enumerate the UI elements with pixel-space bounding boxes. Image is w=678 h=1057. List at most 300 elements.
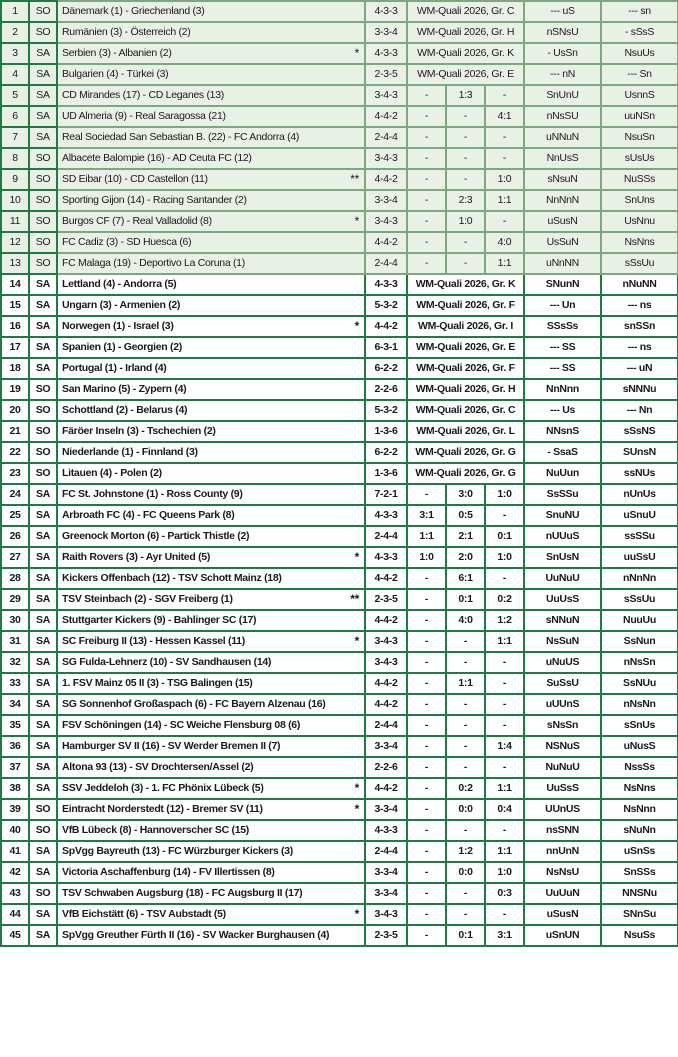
previous-result-2: 1:3 <box>446 85 485 106</box>
form-trend-home: --- SS <box>524 358 601 379</box>
match-day: SA <box>29 526 57 547</box>
form-trend-away: uuNSn <box>601 106 678 127</box>
match-number: 4 <box>1 64 29 85</box>
table-row <box>1 358 678 379</box>
match-number: 19 <box>1 379 29 400</box>
previous-result-2: 0:2 <box>446 778 485 799</box>
form-trend-home: NnNnN <box>524 190 601 211</box>
tip-formation: 4-3-3 <box>365 547 407 568</box>
match-day: SO <box>29 799 57 820</box>
star-marker <box>341 442 365 463</box>
previous-result-1: - <box>407 715 446 736</box>
table-row <box>1 64 678 85</box>
star-marker <box>341 1 365 22</box>
form-trend-away: uSnSs <box>601 841 678 862</box>
table-row <box>1 379 678 400</box>
match-day: SA <box>29 106 57 127</box>
form-trend-away: NsuUs <box>601 43 678 64</box>
previous-result-3: - <box>485 85 524 106</box>
match-pairing: FSV Schöningen (14) - SC Weiche Flensburg 08 (6) <box>57 715 341 736</box>
form-trend-home: sNsuN <box>524 169 601 190</box>
tip-formation: 3-4-3 <box>365 904 407 925</box>
previous-result-3: - <box>485 568 524 589</box>
previous-result-3: 1:1 <box>485 778 524 799</box>
form-trend-home: uNNuN <box>524 127 601 148</box>
table-row <box>1 883 678 904</box>
table-row <box>1 652 678 673</box>
star-marker <box>341 652 365 673</box>
tip-formation: 1-3-6 <box>365 421 407 442</box>
form-trend-away: NNSNu <box>601 883 678 904</box>
star-marker <box>341 85 365 106</box>
previous-result-2: - <box>446 715 485 736</box>
form-trend-home: NsNsU <box>524 862 601 883</box>
match-number: 39 <box>1 799 29 820</box>
star-marker <box>341 106 365 127</box>
form-trend-home: nUUuS <box>524 526 601 547</box>
table-row <box>1 736 678 757</box>
table-row <box>1 484 678 505</box>
previous-result-1: - <box>407 841 446 862</box>
match-pairing: Spanien (1) - Georgien (2) <box>57 337 341 358</box>
match-pairing: Serbien (3) - Albanien (2) <box>57 43 341 64</box>
match-pairing: Albacete Balompie (16) - AD Ceuta FC (12) <box>57 148 341 169</box>
match-number: 25 <box>1 505 29 526</box>
table-row <box>1 673 678 694</box>
table-row <box>1 841 678 862</box>
star-marker <box>341 190 365 211</box>
match-number: 42 <box>1 862 29 883</box>
match-pairing: SpVgg Bayreuth (13) - FC Würzburger Kickers (3) <box>57 841 341 862</box>
match-day: SA <box>29 841 57 862</box>
match-pairing: Bulgarien (4) - Türkei (3) <box>57 64 341 85</box>
match-pairing: FC Malaga (19) - Deportivo La Coruna (1) <box>57 253 341 274</box>
tip-formation: 4-4-2 <box>365 673 407 694</box>
table-row <box>1 127 678 148</box>
table-row <box>1 421 678 442</box>
previous-result-3: 1:1 <box>485 190 524 211</box>
tip-formation: 4-4-2 <box>365 106 407 127</box>
table-row <box>1 610 678 631</box>
tip-formation: 6-2-2 <box>365 358 407 379</box>
previous-result-2: 4:0 <box>446 610 485 631</box>
form-trend-away: uSnuU <box>601 505 678 526</box>
match-day: SO <box>29 232 57 253</box>
match-day: SO <box>29 1 57 22</box>
form-trend-away: NsNns <box>601 232 678 253</box>
competition-info: WM-Quali 2026, Gr. F <box>407 358 524 379</box>
table-row <box>1 547 678 568</box>
form-trend-away: --- ns <box>601 295 678 316</box>
previous-result-2: - <box>446 883 485 904</box>
table-row <box>1 526 678 547</box>
match-pairing: 1. FSV Mainz 05 II (3) - TSG Balingen (15) <box>57 673 341 694</box>
star-marker <box>341 337 365 358</box>
competition-info: WM-Quali 2026, Gr. C <box>407 1 524 22</box>
previous-result-2: - <box>446 904 485 925</box>
form-trend-home: NsSuN <box>524 631 601 652</box>
form-trend-away: UsnnS <box>601 85 678 106</box>
tip-formation: 3-4-3 <box>365 85 407 106</box>
previous-result-1: - <box>407 862 446 883</box>
tip-formation: 4-4-2 <box>365 169 407 190</box>
match-pairing: Norwegen (1) - Israel (3) <box>57 316 341 337</box>
star-marker <box>341 295 365 316</box>
match-day: SA <box>29 64 57 85</box>
star-marker: * <box>341 778 365 799</box>
previous-result-1: - <box>407 211 446 232</box>
previous-result-1: 3:1 <box>407 505 446 526</box>
match-pairing: SpVgg Greuther Fürth II (16) - SV Wacker Burghausen (4) <box>57 925 341 946</box>
match-pairing: SG Sonnenhof Großaspach (6) - FC Bayern Alzenau (16) <box>57 694 341 715</box>
star-marker <box>341 127 365 148</box>
match-day: SA <box>29 85 57 106</box>
form-trend-away: --- ns <box>601 337 678 358</box>
form-trend-home: --- Us <box>524 400 601 421</box>
table-row <box>1 463 678 484</box>
star-marker: ** <box>341 589 365 610</box>
form-trend-home: nSNsU <box>524 22 601 43</box>
match-number: 12 <box>1 232 29 253</box>
match-day: SA <box>29 904 57 925</box>
match-number: 13 <box>1 253 29 274</box>
previous-result-2: - <box>446 169 485 190</box>
star-marker <box>341 694 365 715</box>
form-trend-away: --- Nn <box>601 400 678 421</box>
match-number: 29 <box>1 589 29 610</box>
tip-formation: 3-3-4 <box>365 22 407 43</box>
form-trend-away: SsNUu <box>601 673 678 694</box>
previous-result-3: - <box>485 904 524 925</box>
previous-result-3: - <box>485 673 524 694</box>
table-row <box>1 22 678 43</box>
previous-result-3: - <box>485 148 524 169</box>
match-day: SO <box>29 463 57 484</box>
tip-formation: 4-3-3 <box>365 274 407 295</box>
tip-formation: 4-3-3 <box>365 505 407 526</box>
match-day: SA <box>29 694 57 715</box>
match-day: SA <box>29 610 57 631</box>
match-pairing: TSV Steinbach (2) - SGV Freiberg (1) <box>57 589 341 610</box>
table-row <box>1 442 678 463</box>
form-trend-home: --- uS <box>524 1 601 22</box>
match-pairing: Niederlande (1) - Finnland (3) <box>57 442 341 463</box>
form-trend-home: UUnUS <box>524 799 601 820</box>
table-row <box>1 904 678 925</box>
form-trend-home: UuUuN <box>524 883 601 904</box>
match-day: SA <box>29 568 57 589</box>
previous-result-2: - <box>446 631 485 652</box>
match-day: SA <box>29 337 57 358</box>
match-pairing: Rumänien (3) - Österreich (2) <box>57 22 341 43</box>
star-marker <box>341 526 365 547</box>
form-trend-home: uUUnS <box>524 694 601 715</box>
form-trend-away: --- Sn <box>601 64 678 85</box>
table-row <box>1 820 678 841</box>
tip-formation: 6-3-1 <box>365 337 407 358</box>
star-marker: * <box>341 211 365 232</box>
previous-result-2: - <box>446 757 485 778</box>
competition-info: WM-Quali 2026, Gr. G <box>407 463 524 484</box>
star-marker <box>341 64 365 85</box>
star-marker <box>341 883 365 904</box>
match-number: 35 <box>1 715 29 736</box>
match-pairing: Eintracht Norderstedt (12) - Bremer SV (11) <box>57 799 341 820</box>
previous-result-3: 1:1 <box>485 841 524 862</box>
match-day: SA <box>29 631 57 652</box>
match-pairing: Hamburger SV II (16) - SV Werder Bremen II (7) <box>57 736 341 757</box>
star-marker: * <box>341 631 365 652</box>
match-pairing: Burgos CF (7) - Real Valladolid (8) <box>57 211 341 232</box>
form-trend-home: SNunN <box>524 274 601 295</box>
previous-result-1: - <box>407 610 446 631</box>
previous-result-1: - <box>407 253 446 274</box>
table-row <box>1 505 678 526</box>
match-number: 17 <box>1 337 29 358</box>
match-day: SA <box>29 127 57 148</box>
star-marker <box>341 568 365 589</box>
match-number: 24 <box>1 484 29 505</box>
match-day: SO <box>29 211 57 232</box>
match-pairing: Portugal (1) - Irland (4) <box>57 358 341 379</box>
tip-formation: 6-2-2 <box>365 442 407 463</box>
previous-result-2: - <box>446 106 485 127</box>
table-row <box>1 631 678 652</box>
form-trend-home: UuNuU <box>524 568 601 589</box>
form-trend-home: NSNuS <box>524 736 601 757</box>
match-day: SA <box>29 736 57 757</box>
match-pairing: Lettland (4) - Andorra (5) <box>57 274 341 295</box>
match-pairing: CD Mirandes (17) - CD Leganes (13) <box>57 85 341 106</box>
competition-info: WM-Quali 2026, Gr. H <box>407 22 524 43</box>
previous-result-2: 2:1 <box>446 526 485 547</box>
form-trend-home: nnUnN <box>524 841 601 862</box>
match-number: 21 <box>1 421 29 442</box>
tip-formation: 4-3-3 <box>365 1 407 22</box>
previous-result-3: 1:1 <box>485 631 524 652</box>
match-pairing: SC Freiburg II (13) - Hessen Kassel (11) <box>57 631 341 652</box>
table-row <box>1 106 678 127</box>
table-row <box>1 148 678 169</box>
match-day: SA <box>29 778 57 799</box>
match-number: 41 <box>1 841 29 862</box>
form-trend-home: sNNuN <box>524 610 601 631</box>
form-trend-away: NsNns <box>601 778 678 799</box>
form-trend-home: uSusN <box>524 211 601 232</box>
form-trend-home: SnuNU <box>524 505 601 526</box>
previous-result-3: - <box>485 211 524 232</box>
star-marker <box>341 148 365 169</box>
tip-formation: 3-3-4 <box>365 736 407 757</box>
table-row <box>1 274 678 295</box>
competition-info: WM-Quali 2026, Gr. G <box>407 442 524 463</box>
star-marker <box>341 358 365 379</box>
star-marker: ** <box>341 169 365 190</box>
star-marker <box>341 925 365 946</box>
competition-info: WM-Quali 2026, Gr. E <box>407 337 524 358</box>
previous-result-2: 0:5 <box>446 505 485 526</box>
match-pairing: Färöer Inseln (3) - Tschechien (2) <box>57 421 341 442</box>
form-trend-home: --- Un <box>524 295 601 316</box>
tip-formation: 2-2-6 <box>365 757 407 778</box>
match-number: 38 <box>1 778 29 799</box>
tip-formation: 3-4-3 <box>365 211 407 232</box>
star-marker <box>341 400 365 421</box>
star-marker <box>341 757 365 778</box>
match-day: SA <box>29 589 57 610</box>
star-marker <box>341 820 365 841</box>
form-trend-away: SUnsN <box>601 442 678 463</box>
form-trend-away: nNsSn <box>601 652 678 673</box>
match-number: 10 <box>1 190 29 211</box>
tip-formation: 3-3-4 <box>365 883 407 904</box>
tip-formation: 4-4-2 <box>365 568 407 589</box>
form-trend-away: --- sn <box>601 1 678 22</box>
match-day: SA <box>29 358 57 379</box>
match-number: 11 <box>1 211 29 232</box>
previous-result-1: - <box>407 589 446 610</box>
previous-result-1: - <box>407 736 446 757</box>
table-row <box>1 190 678 211</box>
tip-formation: 2-3-5 <box>365 64 407 85</box>
match-pairing: Litauen (4) - Polen (2) <box>57 463 341 484</box>
form-trend-away: uuSsU <box>601 547 678 568</box>
match-number: 40 <box>1 820 29 841</box>
previous-result-3: - <box>485 757 524 778</box>
previous-result-2: - <box>446 694 485 715</box>
previous-result-3: 4:0 <box>485 232 524 253</box>
table-row <box>1 862 678 883</box>
form-trend-away: NsNnn <box>601 799 678 820</box>
previous-result-1: - <box>407 799 446 820</box>
match-pairing: Arbroath FC (4) - FC Queens Park (8) <box>57 505 341 526</box>
form-trend-away: snSSn <box>601 316 678 337</box>
form-trend-home: uNnNN <box>524 253 601 274</box>
form-trend-home: SsSSu <box>524 484 601 505</box>
star-marker <box>341 379 365 400</box>
match-pairing: Victoria Aschaffenburg (14) - FV Illertissen (8) <box>57 862 341 883</box>
form-trend-away: sSsNS <box>601 421 678 442</box>
previous-result-3: - <box>485 505 524 526</box>
star-marker <box>341 232 365 253</box>
star-marker <box>341 253 365 274</box>
competition-info: WM-Quali 2026, Gr. K <box>407 43 524 64</box>
form-trend-home: SnUnU <box>524 85 601 106</box>
previous-result-1: - <box>407 190 446 211</box>
form-trend-away: sSsUu <box>601 253 678 274</box>
form-trend-away: nNuNN <box>601 274 678 295</box>
previous-result-3: 1:0 <box>485 862 524 883</box>
form-trend-home: UuUsS <box>524 589 601 610</box>
match-pairing: FC Cadiz (3) - SD Huesca (6) <box>57 232 341 253</box>
form-trend-home: SSsSs <box>524 316 601 337</box>
form-trend-home: NuNuU <box>524 757 601 778</box>
tip-formation: 2-3-5 <box>365 925 407 946</box>
previous-result-1: - <box>407 925 446 946</box>
tip-formation: 4-4-2 <box>365 316 407 337</box>
previous-result-1: - <box>407 673 446 694</box>
previous-result-3: - <box>485 820 524 841</box>
previous-result-3: - <box>485 652 524 673</box>
match-number: 22 <box>1 442 29 463</box>
form-trend-away: nNnNn <box>601 568 678 589</box>
match-day: SO <box>29 190 57 211</box>
tip-formation: 3-3-4 <box>365 862 407 883</box>
form-trend-home: uSusN <box>524 904 601 925</box>
previous-result-1: - <box>407 484 446 505</box>
previous-result-1: - <box>407 232 446 253</box>
table-row <box>1 169 678 190</box>
match-pairing: SSV Jeddeloh (3) - 1. FC Phönix Lübeck (5) <box>57 778 341 799</box>
form-trend-home: nNsSU <box>524 106 601 127</box>
competition-info: WM-Quali 2026, Gr. L <box>407 421 524 442</box>
match-number: 20 <box>1 400 29 421</box>
form-trend-away: nUnUs <box>601 484 678 505</box>
previous-result-1: 1:1 <box>407 526 446 547</box>
star-marker <box>341 715 365 736</box>
tip-formation: 3-3-4 <box>365 190 407 211</box>
previous-result-2: 0:0 <box>446 862 485 883</box>
star-marker <box>341 274 365 295</box>
previous-result-1: - <box>407 568 446 589</box>
match-number: 26 <box>1 526 29 547</box>
tip-formation: 3-4-3 <box>365 631 407 652</box>
tip-formation: 1-3-6 <box>365 463 407 484</box>
previous-result-1: 1:0 <box>407 547 446 568</box>
tip-formation: 5-3-2 <box>365 400 407 421</box>
star-marker <box>341 736 365 757</box>
form-trend-away: sNNNu <box>601 379 678 400</box>
match-day: SA <box>29 295 57 316</box>
form-trend-away: SnSSs <box>601 862 678 883</box>
form-trend-away: sUsUs <box>601 148 678 169</box>
tip-formation: 3-4-3 <box>365 148 407 169</box>
form-trend-home: NnUsS <box>524 148 601 169</box>
match-pairing: Schottland (2) - Belarus (4) <box>57 400 341 421</box>
tip-formation: 2-2-6 <box>365 379 407 400</box>
tip-formation: 5-3-2 <box>365 295 407 316</box>
previous-result-1: - <box>407 631 446 652</box>
match-number: 1 <box>1 1 29 22</box>
tip-formation: 3-4-3 <box>365 652 407 673</box>
match-number: 6 <box>1 106 29 127</box>
match-day: SO <box>29 442 57 463</box>
previous-result-2: 2:0 <box>446 547 485 568</box>
form-trend-home: uSnUN <box>524 925 601 946</box>
competition-info: WM-Quali 2026, Gr. K <box>407 274 524 295</box>
match-number: 8 <box>1 148 29 169</box>
competition-info: WM-Quali 2026, Gr. F <box>407 295 524 316</box>
star-marker <box>341 862 365 883</box>
form-trend-away: NuuUu <box>601 610 678 631</box>
previous-result-3: 0:4 <box>485 799 524 820</box>
match-number: 32 <box>1 652 29 673</box>
match-pairing: Altona 93 (13) - SV Drochtersen/Assel (2) <box>57 757 341 778</box>
previous-result-1: - <box>407 652 446 673</box>
form-trend-home: NuUun <box>524 463 601 484</box>
table-row <box>1 589 678 610</box>
table-row <box>1 43 678 64</box>
form-trend-away: UsNnu <box>601 211 678 232</box>
form-trend-away: nNsNn <box>601 694 678 715</box>
previous-result-3: 1:0 <box>485 547 524 568</box>
previous-result-3: 3:1 <box>485 925 524 946</box>
table-row <box>1 925 678 946</box>
previous-result-1: - <box>407 85 446 106</box>
match-number: 9 <box>1 169 29 190</box>
star-marker <box>341 463 365 484</box>
previous-result-2: 6:1 <box>446 568 485 589</box>
